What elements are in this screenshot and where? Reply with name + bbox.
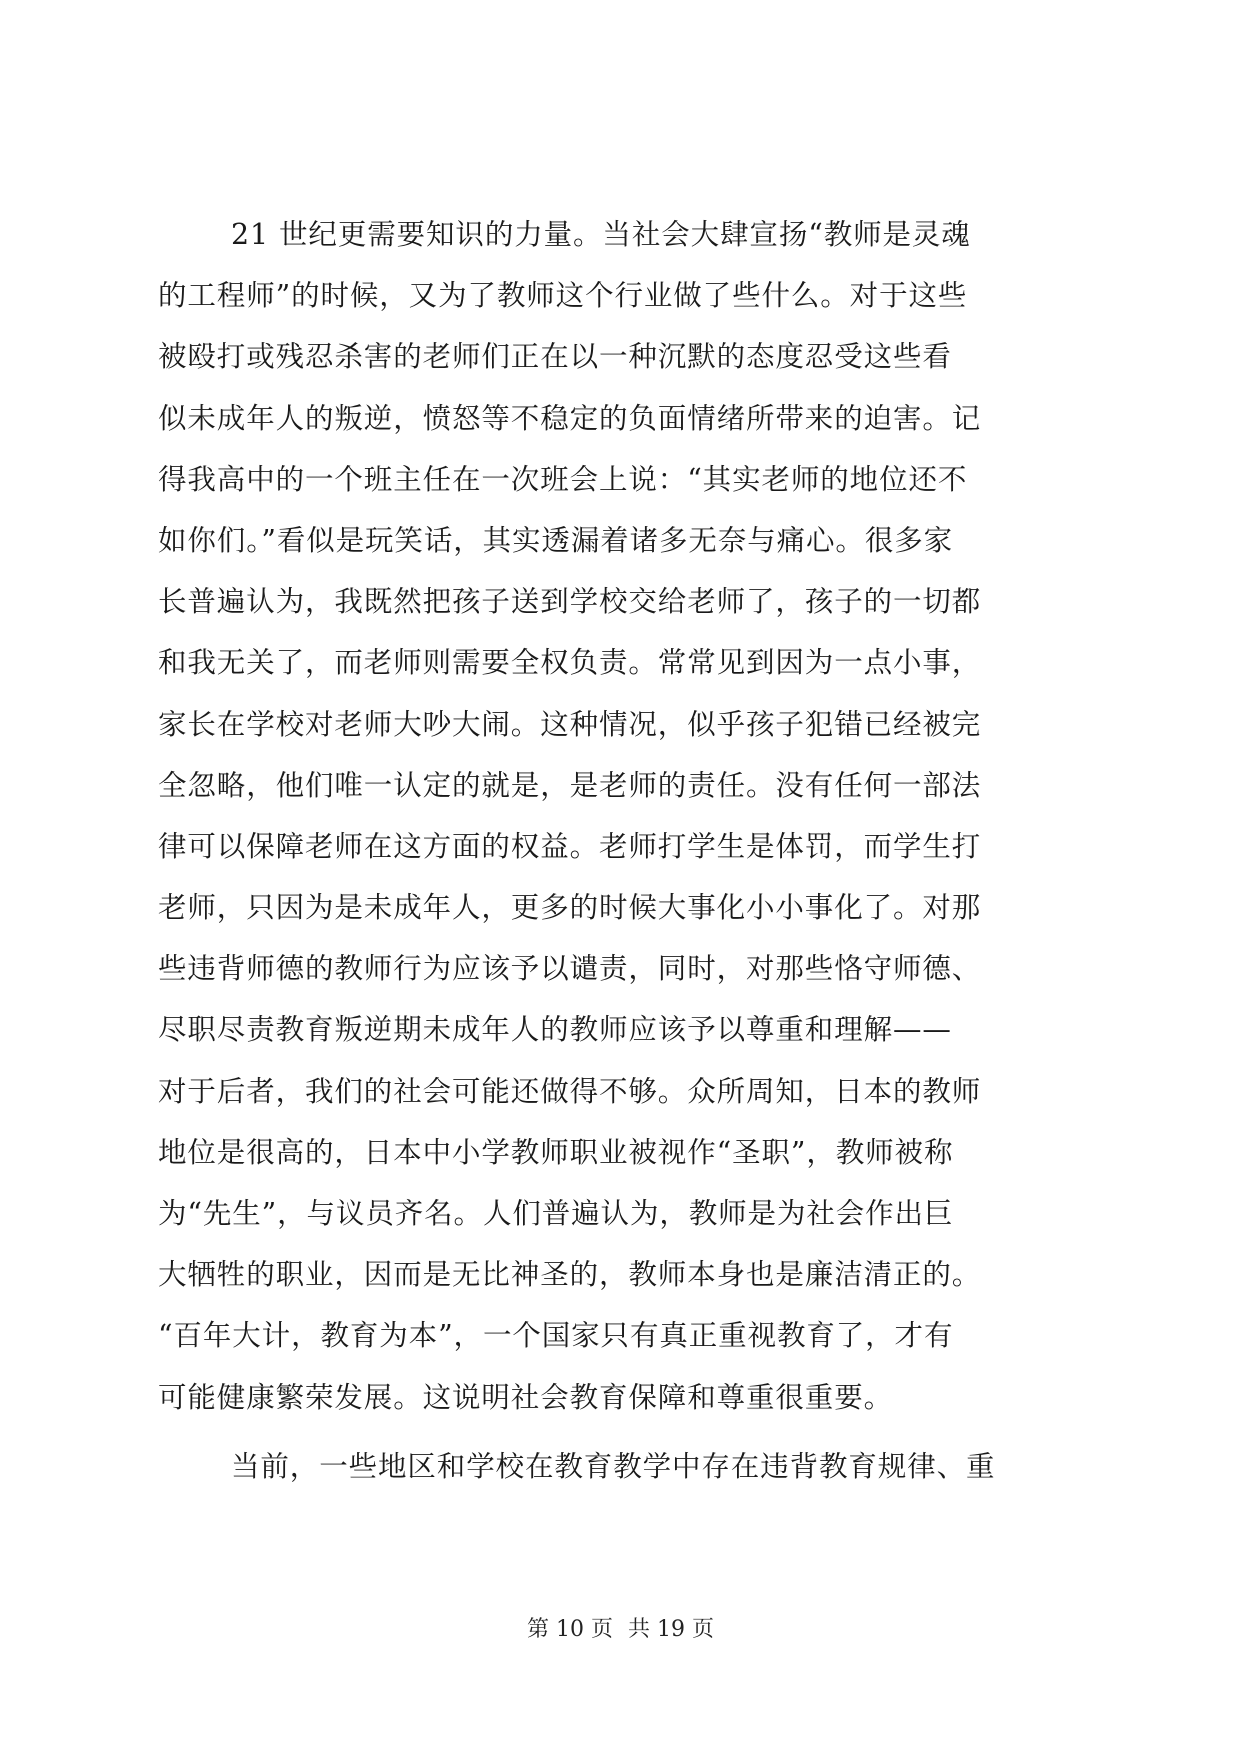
text-line: 可能健康繁荣发展。这说明社会教育保障和尊重很重要。	[158, 1380, 894, 1414]
text-line: 的工程师”的时候，又为了教师这个行业做了些什么。对于这些	[158, 279, 968, 313]
text-line: 对于后者，我们的社会可能还做得不够。众所周知，日本的教师	[158, 1074, 982, 1108]
text-line: 家长在学校对老师大吵大闹。这种情况，似乎孩子犯错已经被完	[158, 707, 982, 741]
body-text	[158, 204, 1088, 1497]
text-line: 地位是很高的，日本中小学教师职业被视作“圣职”，教师被称	[158, 1135, 954, 1169]
page-total: 共 19 页	[628, 1617, 714, 1642]
text-line: 和我无关了，而老师则需要全权负责。常常见到因为一点小事，	[158, 646, 982, 680]
text-line: 老师，只因为是未成年人，更多的时候大事化小小事化了。对那	[158, 891, 982, 925]
text-line: 当前，一些地区和学校在教育教学中存在违背教育规律、重	[231, 1449, 996, 1483]
text-line: 为“先生”，与议员齐名。人们普遍认为，教师是为社会作出巨	[158, 1197, 954, 1230]
text-line: 全忽略，他们唯一认定的就是，是老师的责任。没有任何一部法	[158, 768, 982, 802]
page-number: 第 10 页	[527, 1617, 613, 1642]
text-line: 些违背师德的教师行为应该予以谴责，同时，对那些恪守师德、	[158, 952, 982, 986]
text-line: 被殴打或残忍杀害的老师们正在以一种沉默的态度忍受这些看	[158, 340, 952, 374]
text-line: 大牺牲的职业，因而是无比神圣的，教师本身也是廉洁清正的。	[158, 1258, 982, 1292]
text-line: 如你们。”看似是玩笑话，其实透漏着诸多无奈与痛心。很多家	[158, 523, 954, 557]
paragraph-gap	[158, 1428, 1088, 1436]
paragraph-2	[158, 1436, 1088, 1497]
text-line: 似未成年人的叛逆，愤怒等不稳定的负面情绪所带来的迫害。记	[158, 401, 982, 435]
paragraph-1	[158, 204, 1088, 1428]
text-line: 尽职尽责教育叛逆期未成年人的教师应该予以尊重和理解——	[158, 1013, 952, 1047]
page-footer	[0, 1612, 1241, 1643]
text-line: 得我高中的一个班主任在一次班会上说：“其实老师的地位还不	[158, 462, 968, 496]
text-line: 21 世纪更需要知识的力量。当社会大肆宣扬“教师是灵魂	[231, 218, 971, 251]
text-line: 律可以保障老师在这方面的权益。老师打学生是体罚，而学生打	[158, 829, 982, 863]
text-line: “百年大计，教育为本”，一个国家只有真正重视教育了，才有	[158, 1319, 954, 1353]
text-line: 长普遍认为，我既然把孩子送到学校交给老师了，孩子的一切都	[158, 585, 982, 619]
